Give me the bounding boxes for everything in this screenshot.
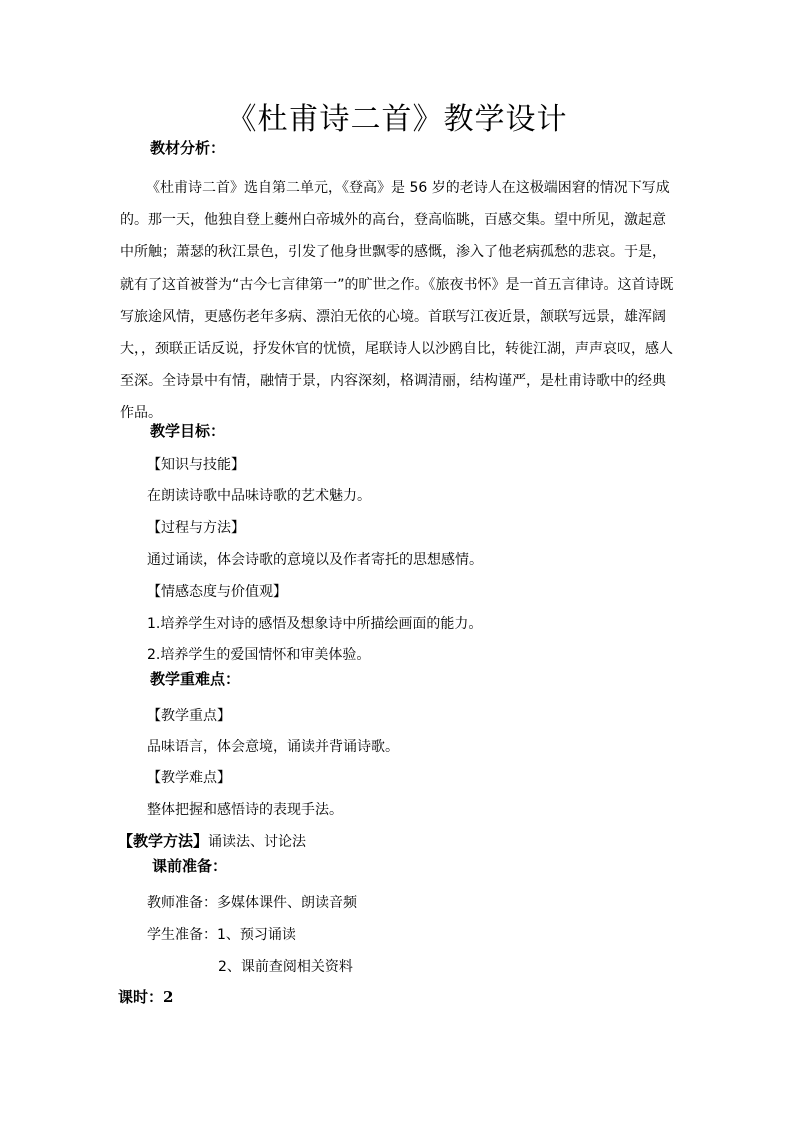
method-row: [118, 831, 306, 852]
analysis-paragraph: 《杜甫诗二首》选自第二单元，《登高》是 56 岁的老诗人在这极端困窘的情况下写成的。那一天，他独自登上夔州白帝城外的高台，登高临眺，百感交集。望中所见，激起意中所触；萧瑟的秋江景色，引发了他身世飘零的感慨，渗入了他老病孤愁的悲哀。于是，就有了这首被誉为“古今七言律第一”的旷世之作。《旅夜书怀》是一首五言律诗。这首诗既写旅途风情，更感伤老年多病、漂泊无依的心境。首联写江夜近景，颔联写远景，雄浑阔大，，颈联正话反说，抒发休官的忧愤，尾联诗人以沙鸥自比，转徙江湖，声声哀叹，感人至深。全诗景中有情，融情于景，内容深刻，格调清丽，结构谨严，是杜甫诗歌中的经典作品。: [120, 180, 674, 422]
analysis-heading: 教材分析：: [150, 139, 226, 157]
emotion-label: 【情感态度与价值观】: [147, 584, 287, 600]
difficulty-label: 【教学难点】: [147, 770, 231, 786]
student-prep: 学生准备：1、预习诵读: [147, 927, 296, 943]
class-hours: 课时：2: [118, 988, 174, 1006]
emotion-item: 2.培养学生的爱国情怀和审美体验。: [147, 647, 371, 663]
focus-label: 【教学重点】: [147, 708, 231, 724]
difficulty-text: 整体把握和感悟诗的表现手法。: [147, 802, 343, 818]
knowledge-label: 【知识与技能】: [147, 457, 245, 473]
knowledge-text: 在朗读诗歌中品味诗歌的艺术魅力。: [147, 488, 371, 504]
process-text: 通过诵读，体会诗歌的意境以及作者寄托的思想感情。: [147, 552, 483, 568]
student-prep-2: 2、课前查阅相关资料: [218, 959, 353, 975]
focus-text: 品味语言，体会意境，诵读并背诵诗歌。: [147, 739, 399, 755]
goals-heading: 教学目标：: [150, 422, 226, 440]
keypoints-heading: 教学重难点：: [150, 670, 241, 688]
emotion-item: 1.培养学生对诗的感悟及想象诗中所描绘画面的能力。: [147, 616, 483, 632]
method-label: 【教学方法】: [118, 832, 209, 850]
process-label: 【过程与方法】: [147, 520, 245, 536]
method-text: 诵读法、讨论法: [208, 834, 307, 850]
document-title: 《杜甫诗二首》教学设计: [226, 102, 568, 137]
prep-heading: 课前准备：: [152, 857, 228, 875]
teacher-prep: 教师准备：多媒体课件、朗读音频: [147, 895, 357, 911]
